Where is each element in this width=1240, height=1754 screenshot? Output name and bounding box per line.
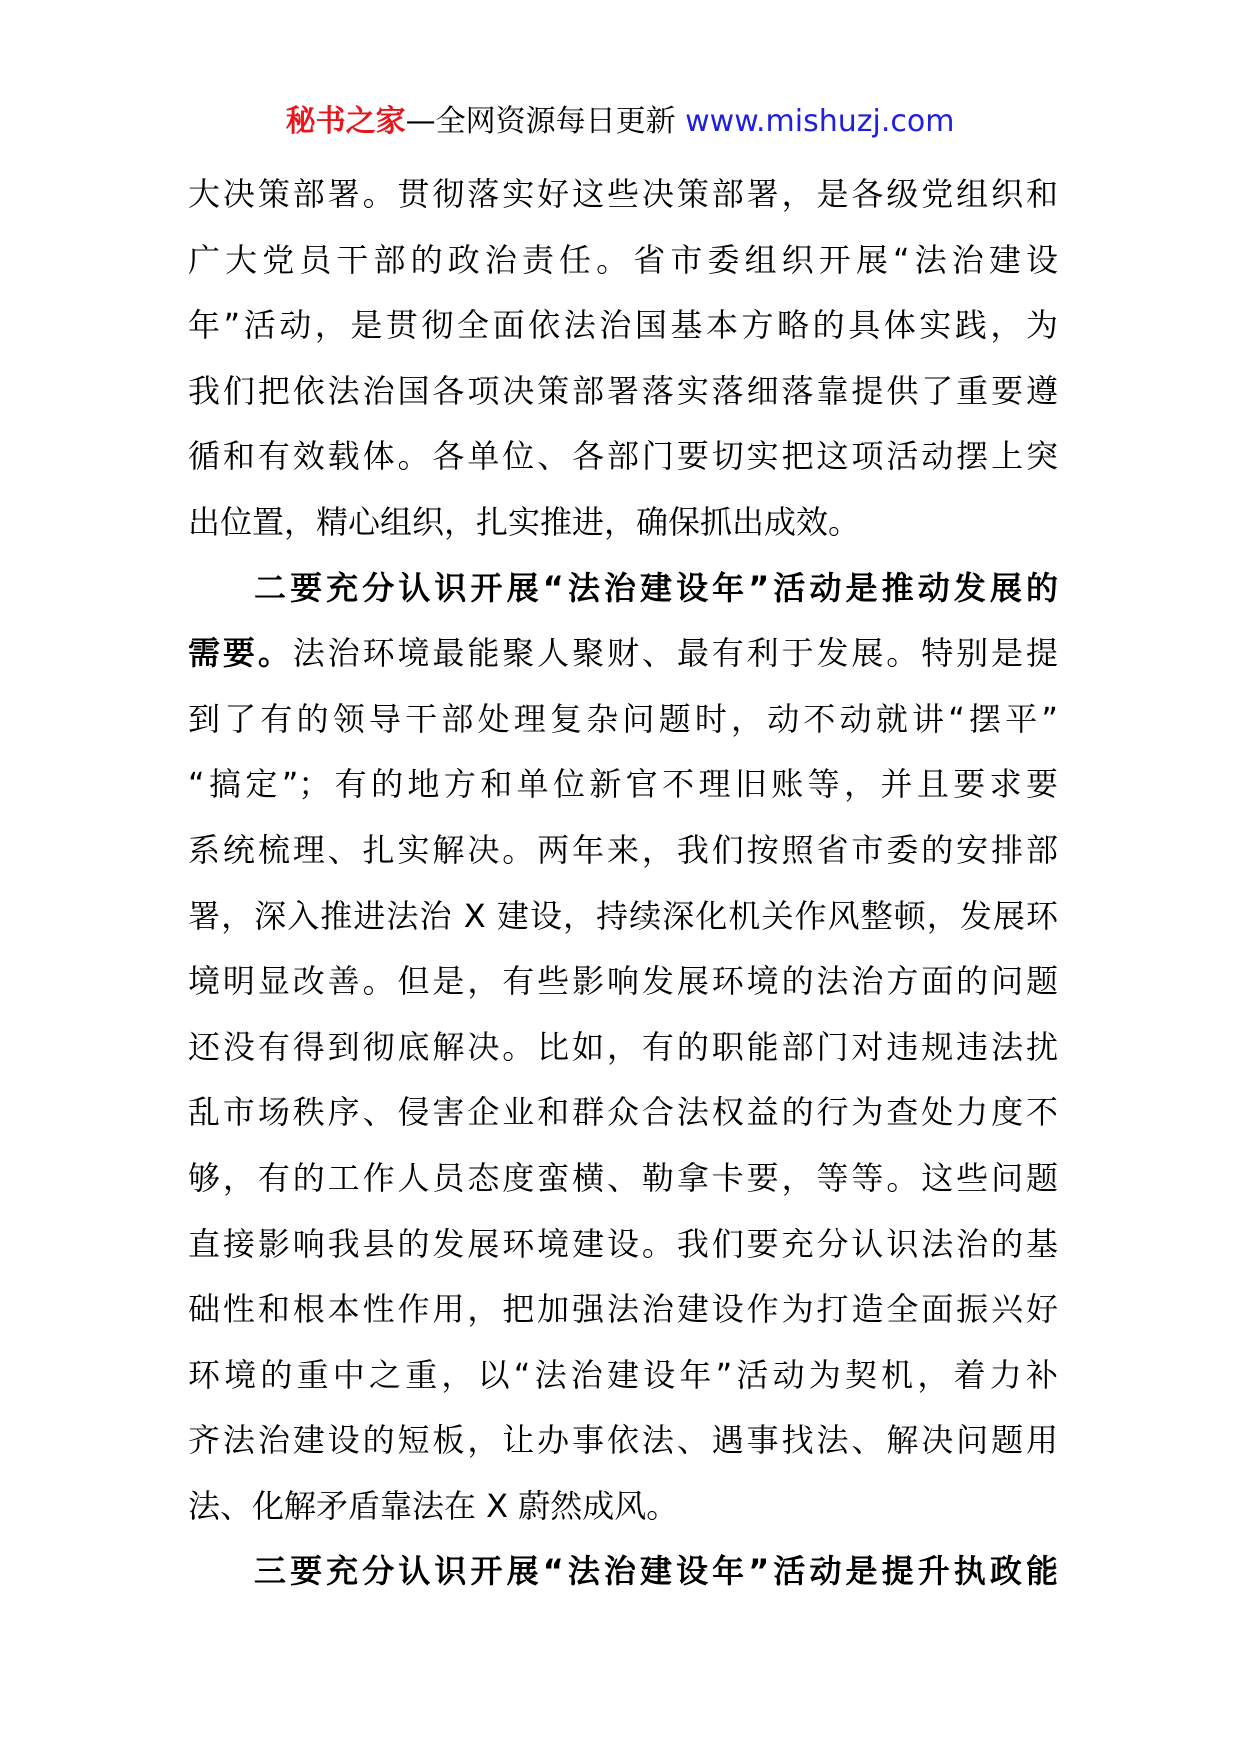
website-link[interactable]: www.mishuzj.com [685,104,955,139]
text-line: 环境的重中之重，以“法治建设年”活动为契机，着力补 [188,1355,1058,1394]
body-text [188,162,1058,1605]
text-line: 年”活动，是贯彻全面依法治国基本方略的具体实践，为 [188,306,1058,345]
text-run: 法治环境最能聚人聚财、最有利于发展。特别是提 [292,634,1058,673]
text-line: “搞定”；有的地方和单位新官不理旧账等，并且要求要 [188,765,1058,804]
text-line [188,621,1058,687]
text-line: 出位置，精心组织，扎实推进，确保抓出成效。 [188,502,861,541]
page-header [0,100,1240,144]
text-line: 乱市场秩序、侵害企业和群众合法权益的行为查处力度不 [188,1093,1058,1132]
section-heading: 三要充分认识开展“法治建设年”活动是提升执政能 [254,1552,1058,1591]
heading-tail: 需要。 [188,634,293,673]
header-tagline: —全网资源每日更新 [405,104,686,139]
section-heading: 二要充分认识开展“法治建设年”活动是推动发展的 [254,568,1058,607]
text-line: 齐法治建设的短板，让办事依法、遇事找法、解决问题用 [188,1421,1058,1460]
text-line: 广大党员干部的政治责任。省市委组织开展“法治建设 [188,240,1058,279]
text-line: 还没有得到彻底解决。比如，有的职能部门对违规违法扰 [188,1027,1058,1066]
text-line: 础性和根本性作用，把加强法治建设作为打造全面振兴好 [188,1290,1058,1329]
text-line: 署，深入推进法治 X 建设，持续深化机关作风整顿，发展环 [188,896,1058,935]
text-line: 境明显改善。但是，有些影响发展环境的法治方面的问题 [188,962,1058,1001]
text-line: 到了有的领导干部处理复杂问题时，动不动就讲“摆平” [188,699,1058,738]
text-line: 直接影响我县的发展环境建设。我们要充分认识法治的基 [188,1224,1058,1263]
brand-name: 秘书之家 [285,104,406,139]
text-line: 系统梳理、扎实解决。两年来，我们按照省市委的安排部 [188,830,1058,869]
text-line: 循和有效载体。各单位、各部门要切实把这项活动摆上突 [188,437,1058,476]
text-line: 够，有的工作人员态度蛮横、勒拿卡要，等等。这些问题 [188,1158,1058,1197]
text-line: 我们把依法治国各项决策部署落实落细落靠提供了重要遵 [188,371,1058,410]
text-line: 法、化解矛盾靠法在 X 蔚然成风。 [188,1486,679,1525]
text-line: 大决策部署。贯彻落实好这些决策部署，是各级党组织和 [188,175,1058,213]
